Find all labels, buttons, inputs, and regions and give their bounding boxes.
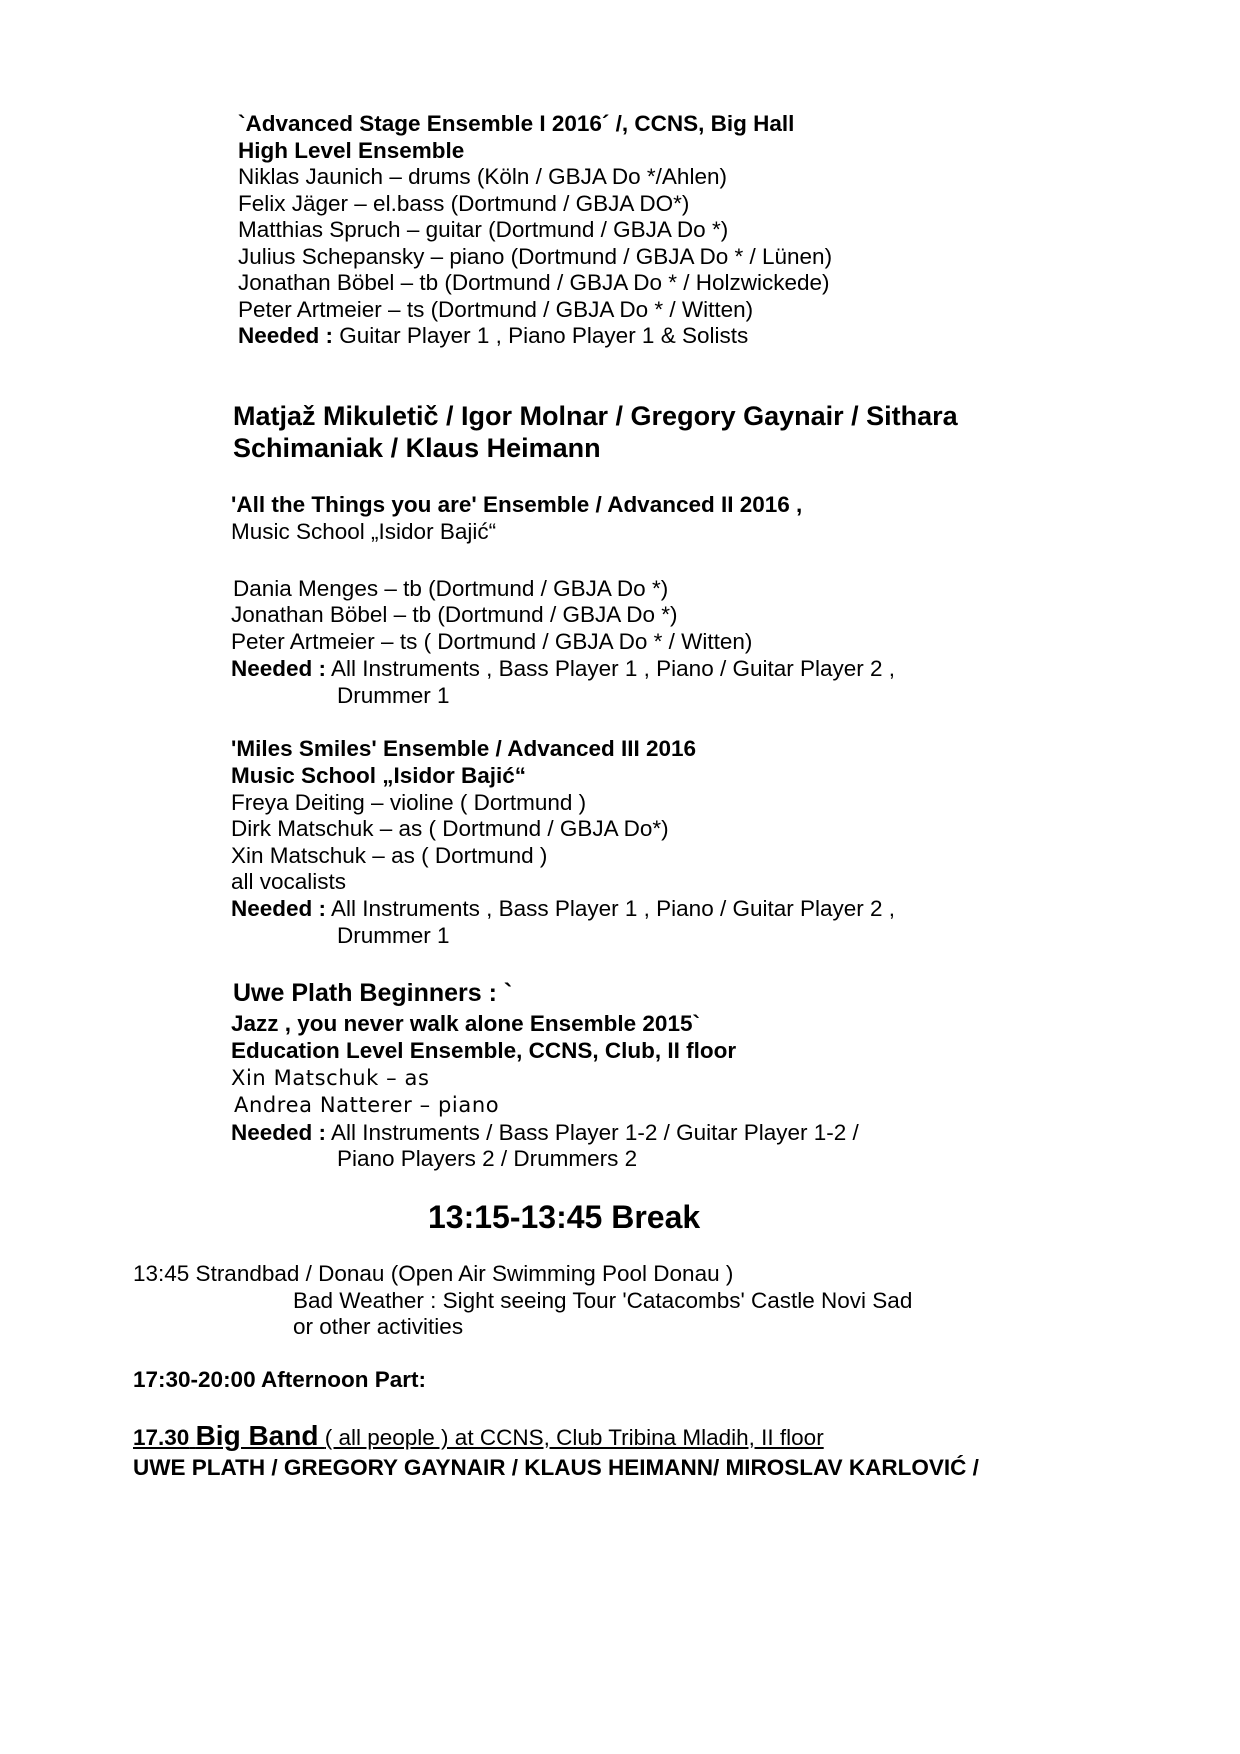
member-line: Xin Matschuk – as <box>231 1066 430 1090</box>
teacher-heading: Uwe Plath Beginners : ` <box>233 979 513 1007</box>
needed-line <box>231 894 895 924</box>
schedule-line: Bad Weather : Sight seeing Tour 'Catacombs' Castle Novi Sad <box>293 1288 913 1313</box>
needed-label: Needed : <box>231 896 327 921</box>
member-line: Niklas Jaunich – drums (Köln / GBJA Do */Ahlen) <box>238 164 727 189</box>
needed-text: All Instruments , Bass Player 1 , Piano / Guitar Player 2 , <box>331 656 896 681</box>
needed-text: All Instruments , Bass Player 1 , Piano / Guitar Player 2 , <box>331 896 896 921</box>
member-line: all vocalists <box>231 869 347 894</box>
break-heading: 13:15-13:45 Break <box>428 1199 701 1235</box>
member-line: Matthias Spruch – guitar (Dortmund / GBJA Do *) <box>238 217 729 242</box>
big-band-label: Big Band <box>195 1420 319 1451</box>
big-band-details: ( all people ) at CCNS, Club Tribina Mladih, II floor <box>324 1425 824 1450</box>
ensemble-title: 'All the Things you are' Ensemble / Advanced II 2016 , <box>231 492 803 517</box>
member-line: Dania Menges – tb (Dortmund / GBJA Do *) <box>233 576 669 601</box>
schedule-line: or other activities <box>293 1314 464 1339</box>
needed-text-continued: Piano Players 2 / Drummers 2 <box>337 1146 638 1171</box>
needed-label: Needed : <box>231 656 327 681</box>
member-line: Freya Deiting – violine ( Dortmund ) <box>231 790 587 815</box>
needed-label: Needed : <box>238 323 334 348</box>
ensemble-title: 'Miles Smiles' Ensemble / Advanced III 2016 <box>231 736 697 761</box>
afternoon-part-heading: 17:30-20:00 Afternoon Part: <box>133 1367 426 1392</box>
teachers-line: Matjaž Mikuletič / Igor Molnar / Gregory Gaynair / Sithara <box>233 401 958 431</box>
ensemble-title: `Advanced Stage Ensemble I 2016´ /, CCNS, Big Hall <box>238 111 795 136</box>
ensemble-subtitle: Education Level Ensemble, CCNS, Club, II floor <box>231 1038 737 1063</box>
big-band-time: 17.30 <box>133 1425 190 1450</box>
member-line: Andrea Natterer – piano <box>234 1093 500 1117</box>
member-line: Jonathan Böbel – tb (Dortmund / GBJA Do * / Holzwickede) <box>238 270 830 295</box>
member-line: Xin Matschuk – as ( Dortmund ) <box>231 843 548 868</box>
schedule-line: 13:45 Strandbad / Donau (Open Air Swimming Pool Donau ) <box>133 1261 734 1286</box>
member-line: Peter Artmeier – ts (Dortmund / GBJA Do * / Witten) <box>238 297 754 322</box>
member-line: Jonathan Böbel – tb (Dortmund / GBJA Do *) <box>231 602 678 627</box>
needed-text: All Instruments / Bass Player 1-2 / Guitar Player 1-2 / <box>331 1120 859 1145</box>
big-band-line <box>133 1421 824 1453</box>
needed-text-continued: Drummer 1 <box>337 683 450 708</box>
big-band-teachers: UWE PLATH / GREGORY GAYNAIR / KLAUS HEIMANN/ MIROSLAV KARLOVIĆ / <box>133 1455 979 1480</box>
needed-text: Guitar Player 1 , Piano Player 1 & Solists <box>339 323 749 348</box>
ensemble-subtitle: High Level Ensemble <box>238 138 465 163</box>
member-line: Felix Jäger – el.bass (Dortmund / GBJA DO*) <box>238 191 690 216</box>
ensemble-title: Jazz , you never walk alone Ensemble 2015` <box>231 1011 700 1036</box>
ensemble-location: Music School „Isidor Bajić“ <box>231 519 497 544</box>
ensemble-location: Music School „Isidor Bajić“ <box>231 763 527 788</box>
needed-line <box>238 321 748 351</box>
teachers-line: Schimaniak / Klaus Heimann <box>233 433 601 463</box>
member-line: Julius Schepansky – piano (Dortmund / GBJA Do * / Lünen) <box>238 244 833 269</box>
needed-text-continued: Drummer 1 <box>337 923 450 948</box>
needed-label: Needed : <box>231 1120 327 1145</box>
needed-line <box>231 654 895 684</box>
member-line: Dirk Matschuk – as ( Dortmund / GBJA Do*) <box>231 816 669 841</box>
member-line: Peter Artmeier – ts ( Dortmund / GBJA Do * / Witten) <box>231 629 753 654</box>
